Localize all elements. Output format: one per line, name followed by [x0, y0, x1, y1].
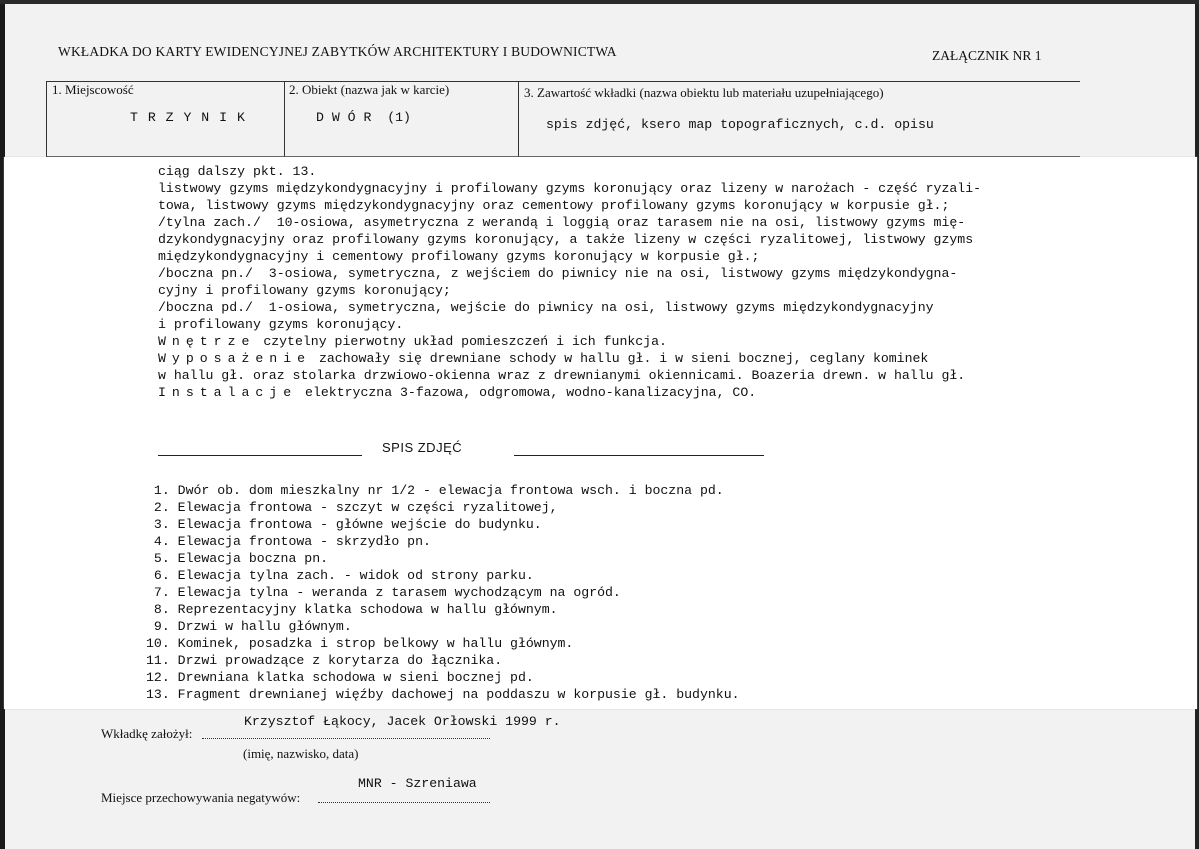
description-line: /boczna pd./ 1-osiowa, symetryczna, wejście do piwnicy na osi, listwowy gzyms międzykondygnacyjny	[158, 300, 934, 315]
founder-dotted-line	[202, 737, 490, 739]
photo-item: 3. Elewacja frontowa - główne wejście do budynku.	[146, 517, 542, 532]
column-divider-1	[284, 81, 285, 157]
locality-label: 1. Miejscowość	[52, 82, 134, 97]
furnishing-heading: Wyposażenie	[158, 351, 312, 366]
heading-rule-left	[158, 455, 362, 456]
contents-value: spis zdjęć, ksero map topograficznych, c.d. opisu	[546, 117, 934, 132]
photo-list-title: SPIS ZDJĘĆ	[382, 440, 463, 455]
description-line: ciąg dalszy pkt. 13.	[158, 164, 317, 179]
interior-text: czytelny pierwotny układ pomieszczeń i ich funkcja.	[255, 334, 667, 349]
interior-heading: Wnętrze	[158, 334, 256, 349]
furnishing-text: zachowały się drewniane schody w hallu gł. i w sieni bocznej, ceglany kominek	[311, 351, 929, 366]
photo-item: 11. Drzwi prowadzące z korytarza do łącznika.	[146, 653, 503, 668]
table-top-rule	[46, 81, 1080, 82]
table-left-rule	[46, 81, 47, 157]
photo-item: 2. Elewacja frontowa - szczyt w części ryzalitowej,	[146, 500, 558, 515]
photo-item: 13. Fragment drewnianej więźby dachowej na poddaszu w korpusie gł. budynku.	[146, 687, 740, 702]
description-line: cyjny i profilowany gzyms koronujący;	[158, 283, 451, 298]
storage-label: Miejsce przechowywania negatywów:	[101, 790, 301, 805]
photo-item: 8. Reprezentacyjny klatka schodowa w hallu głównym.	[146, 602, 558, 617]
photo-item: 10. Kominek, posadzka i strop belkowy w hallu głównym.	[146, 636, 574, 651]
founder-hint: (imię, nazwisko, data)	[243, 746, 359, 761]
description-line: towa, listwowy gzyms międzykondygnacyjny oraz cementowy profilowany gzyms koronujący w korpusie gł.;	[158, 198, 950, 213]
storage-value: MNR - Szreniawa	[358, 776, 477, 791]
photo-list	[146, 482, 740, 703]
description-line: dzykondygnacyjny oraz profilowany gzyms koronujący, a także lizeny w części ryzalitowej, listwowy gzyms	[158, 232, 974, 247]
interior-line	[158, 333, 1058, 350]
heading-rule-right	[514, 455, 764, 456]
column-divider-2	[518, 81, 519, 157]
founder-value: Krzysztof Łąkocy, Jacek Orłowski 1999 r.	[244, 714, 561, 729]
scan-edge-top	[0, 0, 1199, 4]
object-label: 2. Obiekt (nazwa jak w karcie)	[289, 82, 450, 97]
furnishing-line-2: w hallu gł. oraz stolarka drzwiowo-okienna wraz z drewnianymi okiennicami. Boazeria drewn. w hallu gł.	[158, 368, 966, 383]
installations-line	[158, 384, 1058, 401]
object-value: D W Ó R (1)	[316, 110, 411, 125]
description-line: /tylna zach./ 10-osiowa, asymetryczna z werandą i loggią oraz tarasem nie na osi, listwowy gzyms mię-	[158, 215, 966, 230]
photo-item: 1. Dwór ob. dom mieszkalny nr 1/2 - elewacja frontowa wsch. i boczna pd.	[146, 483, 724, 498]
contents-label: 3. Zawartość wkładki (nazwa obiektu lub materiału uzupełniającego)	[524, 85, 884, 100]
photo-item: 7. Elewacja tylna - weranda z tarasem wychodzącym na ogród.	[146, 585, 621, 600]
photo-item: 9. Drzwi w hallu głównym.	[146, 619, 352, 634]
description-line: listwowy gzyms międzykondygnacyjny i profilowany gzyms koronujący oraz lizeny w narożach - część ryzali-	[158, 181, 982, 196]
form-title: WKŁADKA DO KARTY EWIDENCYJNEJ ZABYTKÓW ARCHITEKTURY I BUDOWNICTWA	[58, 44, 617, 59]
description-line: i profilowany gzyms koronujący.	[158, 317, 404, 332]
photo-item: 6. Elewacja tylna zach. - widok od strony parku.	[146, 568, 534, 583]
photo-list-heading	[158, 440, 764, 458]
description-continuation	[158, 163, 1058, 401]
description-line: międzykondygnacyjny i cementowy profilowany gzyms koronujący w korpusie gł.;	[158, 249, 760, 264]
installations-heading: Instalacje	[158, 385, 298, 400]
photo-item: 5. Elewacja boczna pn.	[146, 551, 329, 566]
annex-number: ZAŁĄCZNIK NR 1	[932, 48, 1042, 63]
description-line: /boczna pn./ 3-osiowa, symetryczna, z wejściem do piwnicy nie na osi, listwowy gzyms międzykondygna-	[158, 266, 958, 281]
photo-item: 12. Drewniana klatka schodowa w sieni bocznej pd.	[146, 670, 534, 685]
furnishing-line	[158, 350, 1058, 367]
installations-text: elektryczna 3-fazowa, odgromowa, wodno-kanalizacyjna, CO.	[297, 385, 757, 400]
storage-dotted-line	[318, 801, 490, 803]
photo-item: 4. Elewacja frontowa - skrzydło pn.	[146, 534, 431, 549]
founder-label: Wkładkę założył:	[101, 726, 193, 741]
locality-value: T R Z Y N I K	[130, 110, 246, 125]
